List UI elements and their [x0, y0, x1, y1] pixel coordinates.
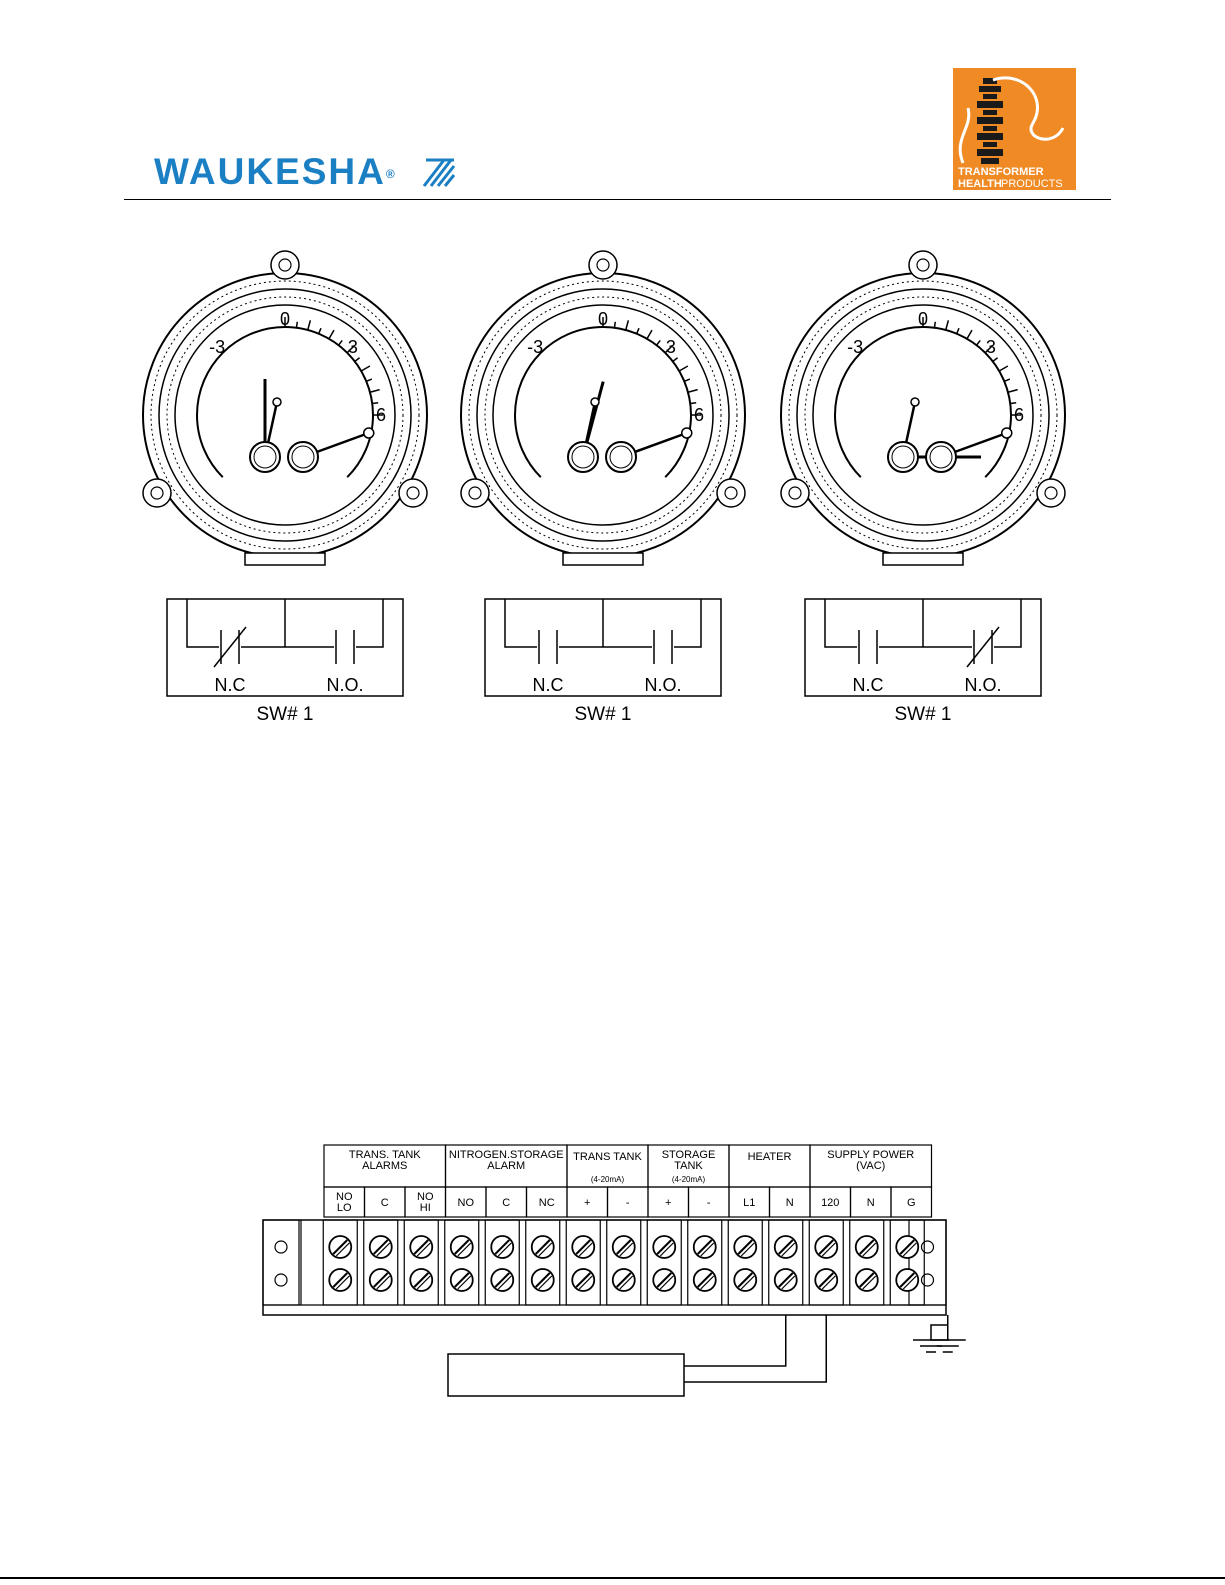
mounting-lug [399, 479, 427, 507]
mounting-lug [271, 251, 299, 279]
gauge-bottom-tab [245, 553, 325, 565]
terminal-label: NO [417, 1191, 434, 1203]
dial-label: 3 [347, 337, 358, 358]
gauge-bottom-tab [563, 553, 643, 565]
dial-tick [688, 390, 698, 393]
dial-label: 6 [1013, 405, 1025, 425]
dial-tick [957, 328, 959, 334]
dial-tick [946, 320, 949, 330]
terminal-cell [485, 1220, 519, 1305]
gauge-1 [143, 251, 427, 565]
terminal-label: LO [336, 1202, 352, 1214]
gauge-2 [461, 251, 745, 565]
dial-tick [647, 330, 652, 339]
terminal-group-label: TRANS. TANK [348, 1149, 421, 1161]
ground-wire-branch [931, 1325, 948, 1340]
dial-tick [355, 358, 360, 362]
dial-label: 6 [375, 405, 387, 425]
terminal-group-label: SUPPLY POWER [827, 1149, 915, 1161]
gauge-face [175, 305, 395, 525]
contact-gap [857, 645, 879, 649]
dial-tick [329, 330, 334, 339]
mounting-lug [143, 479, 171, 507]
terminal-end-cap [263, 1220, 299, 1305]
setpoint-knob-high [682, 428, 692, 438]
gauge-bezel-texture [485, 297, 721, 533]
terminal-group-label: TANK [674, 1160, 703, 1172]
footer-rule [0, 1577, 1225, 1579]
setpoint-knob-low [911, 398, 919, 406]
terminal-cell [769, 1220, 803, 1305]
dial-tick [999, 366, 1008, 371]
switch-diagram-2 [485, 599, 721, 725]
terminal-cell [364, 1220, 398, 1305]
mounting-lug [589, 251, 617, 279]
dial-tick [339, 340, 343, 345]
contact-gap [537, 645, 559, 649]
mounting-lug [781, 479, 809, 507]
end-cap-hole [275, 1241, 287, 1253]
contact-label-no: N.O. [964, 675, 1002, 695]
gauge-bezel-texture [167, 297, 403, 533]
gauge-face [813, 305, 1033, 525]
dial-tick [626, 320, 629, 330]
contact-gap [652, 645, 674, 649]
terminal-block [263, 1145, 966, 1396]
terminal-label: NC [538, 1197, 555, 1209]
dial-tick [679, 366, 688, 371]
dial-tick [673, 358, 678, 362]
contact-gap [334, 645, 356, 649]
dial-tick [370, 390, 380, 393]
dial-tick [934, 322, 935, 328]
dial-tick [977, 340, 981, 345]
header-rule [124, 199, 1111, 200]
contact-label-nc: N.C [214, 675, 246, 695]
switch-label: SW# 1 [256, 704, 314, 725]
terminal-group-label: HEATER [747, 1151, 792, 1163]
waukesha-arrow-icon [422, 156, 456, 188]
terminal-label: 120 [821, 1197, 840, 1209]
dial-label: 6 [693, 405, 705, 425]
dial-tick [372, 403, 378, 404]
partner-logo-line2: HEALTH [958, 178, 1002, 190]
dial-tick [614, 322, 615, 328]
registered-mark: ® [385, 167, 395, 181]
dial-tick [993, 358, 998, 362]
gauge-face [493, 305, 713, 525]
dial-tick [308, 320, 311, 330]
terminal-group-label: ALARM [487, 1160, 526, 1172]
terminal-label: - [625, 1197, 630, 1209]
terminal-block-diagram [0, 1130, 1225, 1420]
setpoint-knob-low [591, 398, 599, 406]
terminal-label: G [906, 1197, 916, 1209]
dial-label: -3 [527, 337, 544, 358]
mounting-lug [1037, 479, 1065, 507]
dial-label: 3 [665, 337, 676, 358]
terminal-cell [404, 1220, 438, 1305]
gauge-3 [781, 251, 1065, 565]
mounting-lug [909, 251, 937, 279]
terminal-cell [809, 1220, 843, 1305]
dial-tick [319, 328, 321, 334]
dial-tick [1010, 403, 1016, 404]
mounting-lug [461, 479, 489, 507]
end-cap-hole [275, 1274, 287, 1286]
switch-label: SW# 1 [894, 704, 952, 725]
terminal-group-label: ALARMS [362, 1160, 408, 1172]
switch-diagram-1 [167, 599, 403, 725]
partner-logo-line2b: PRODUCTS [1001, 178, 1063, 190]
contact-label-nc: N.C [852, 675, 884, 695]
switch-diagram-3 [805, 599, 1041, 725]
terminal-label: - [706, 1197, 711, 1209]
terminal-label: C [380, 1197, 389, 1209]
setpoint-knob-high [364, 428, 374, 438]
mounting-lug [717, 479, 745, 507]
terminal-group-label: STORAGE [661, 1149, 716, 1161]
end-cap-hole [922, 1241, 934, 1253]
dial-tick [967, 330, 972, 339]
setpoint-knob-low [273, 398, 281, 406]
gauge-bezel-texture [805, 297, 1041, 533]
waukesha-logo [154, 152, 395, 192]
terminal-label: L1 [743, 1197, 756, 1209]
transformer-health-products-logo [953, 68, 1076, 190]
contact-label-no: N.O. [326, 675, 364, 695]
terminal-cell [728, 1220, 762, 1305]
terminal-cell [850, 1220, 884, 1305]
terminal-group-label: NITROGEN.STORAGE [448, 1149, 564, 1161]
terminal-cell [566, 1220, 600, 1305]
dial-label: 0 [597, 309, 609, 329]
end-cap-hole [922, 1274, 934, 1286]
terminal-label: N [785, 1197, 794, 1209]
terminal-cell [607, 1220, 641, 1305]
partner-logo-line1: TRANSFORMER [958, 166, 1044, 178]
dial-tick [657, 340, 661, 345]
contact-label-nc: N.C [532, 675, 564, 695]
terminal-label: N [866, 1197, 875, 1209]
heater-wire-l1 [684, 1315, 786, 1366]
terminal-label: NO [336, 1191, 353, 1203]
dial-label: 0 [279, 309, 291, 329]
terminal-label: HI [419, 1202, 431, 1214]
terminal-label: + [584, 1197, 591, 1209]
terminal-label: C [502, 1197, 511, 1209]
gauges-panel [0, 240, 1225, 740]
setpoint-knob-high [1002, 428, 1012, 438]
dial-label: -3 [847, 337, 864, 358]
terminal-group-sublabel: (4-20mA) [590, 1175, 625, 1184]
dial-tick [361, 366, 370, 371]
contact-label-no: N.O. [644, 675, 682, 695]
terminal-end-cap [909, 1220, 946, 1305]
dial-tick [690, 403, 696, 404]
brand-name: WAUKESHA [154, 151, 386, 192]
terminal-group-label: TRANS TANK [573, 1151, 642, 1163]
dial-label: 0 [917, 309, 929, 329]
dial-tick [296, 322, 297, 328]
terminal-label: + [665, 1197, 672, 1209]
terminal-cell [688, 1220, 722, 1305]
dial-tick [1008, 390, 1018, 393]
dial-label: 3 [985, 337, 996, 358]
terminal-group-label: (VAC) [856, 1160, 886, 1172]
terminal-label: NO [457, 1197, 474, 1209]
gauge-bottom-tab [883, 553, 963, 565]
dial-label: -3 [209, 337, 226, 358]
heater-wire-n [684, 1315, 826, 1382]
terminal-cell [526, 1220, 560, 1305]
terminal-cell [323, 1220, 357, 1305]
terminal-cell [647, 1220, 681, 1305]
terminal-cell [890, 1220, 924, 1305]
dial-tick [1004, 379, 1010, 381]
terminal-group-sublabel: (4-20mA) [671, 1175, 706, 1184]
dial-tick [366, 379, 372, 381]
heater-element-box [448, 1354, 684, 1396]
dial-tick [684, 379, 690, 381]
dial-tick [637, 328, 639, 334]
switch-label: SW# 1 [574, 704, 632, 725]
terminal-cell [445, 1220, 479, 1305]
